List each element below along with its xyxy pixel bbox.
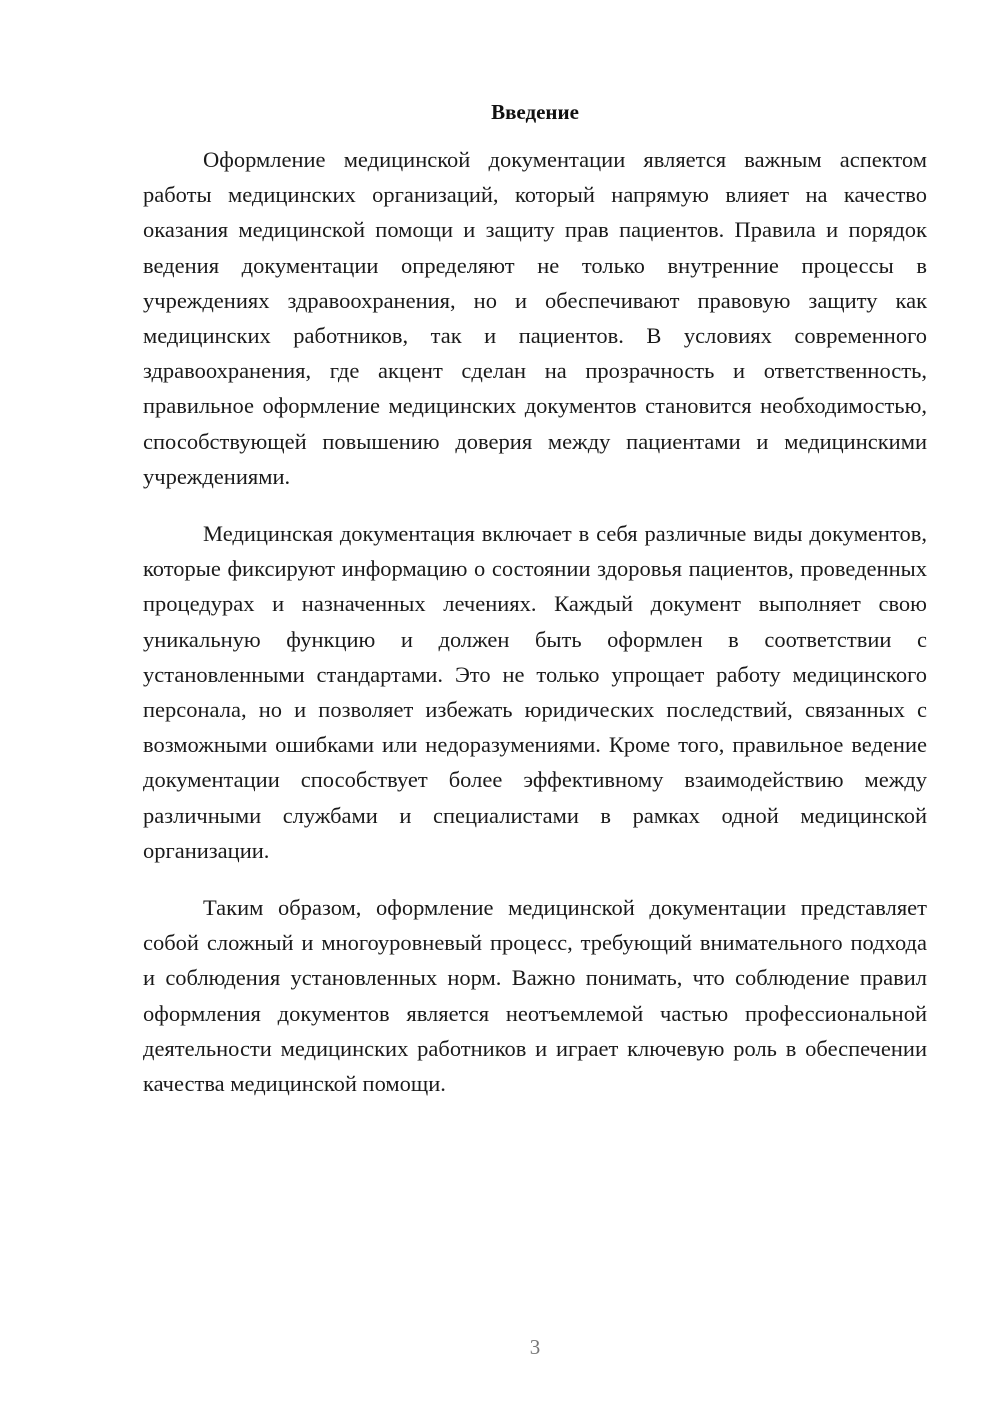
body-text bbox=[143, 142, 927, 1123]
page-number: 3 bbox=[529, 1335, 541, 1359]
paragraph-2: Медицинская документация включает в себя различные виды документов, которые фиксируют информацию о состоянии здоровья пациентов, проведенных процедурах и назначенных лечениях. Каждый документ выполняет свою уникальную функцию и должен быть оформлен в соответствии с установленными стандартами. Это не только упрощает работу медицинского персонала, но и позволяет избежать юридических последствий, связанных с возможными ошибками или недоразумениями. Кроме того, правильное ведение документации способствует более эффективному взаимодействию между различными службами и специалистами в рамках одной медицинской организации. bbox=[143, 521, 927, 863]
section-title: Введение bbox=[491, 100, 579, 124]
paragraph-1: Оформление медицинской документации является важным аспектом работы медицинских организаций, который напрямую влияет на качество оказания медицинской помощи и защиту прав пациентов. Правила и порядок ведения документации определяют не только внутренние процессы в учреждениях здравоохранения, но и обеспечивают правовую защиту как медицинских работников, так и пациентов. В условиях современного здравоохранения, где акцент сделан на прозрачность и ответственность, правильное оформление медицинских документов становится необходимостью, способствующей повышению доверия между пациентами и медицинскими учреждениями. bbox=[143, 147, 927, 489]
paragraph-3: Таким образом, оформление медицинской документации представляет собой сложный и многоуровневый процесс, требующий внимательного подхода и соблюдения установленных норм. Важно понимать, что соблюдение правил оформления документов является неотъемлемой частью профессиональной деятельности медицинских работников и играет ключевую роль в обеспечении качества медицинской помощи. bbox=[143, 895, 927, 1097]
